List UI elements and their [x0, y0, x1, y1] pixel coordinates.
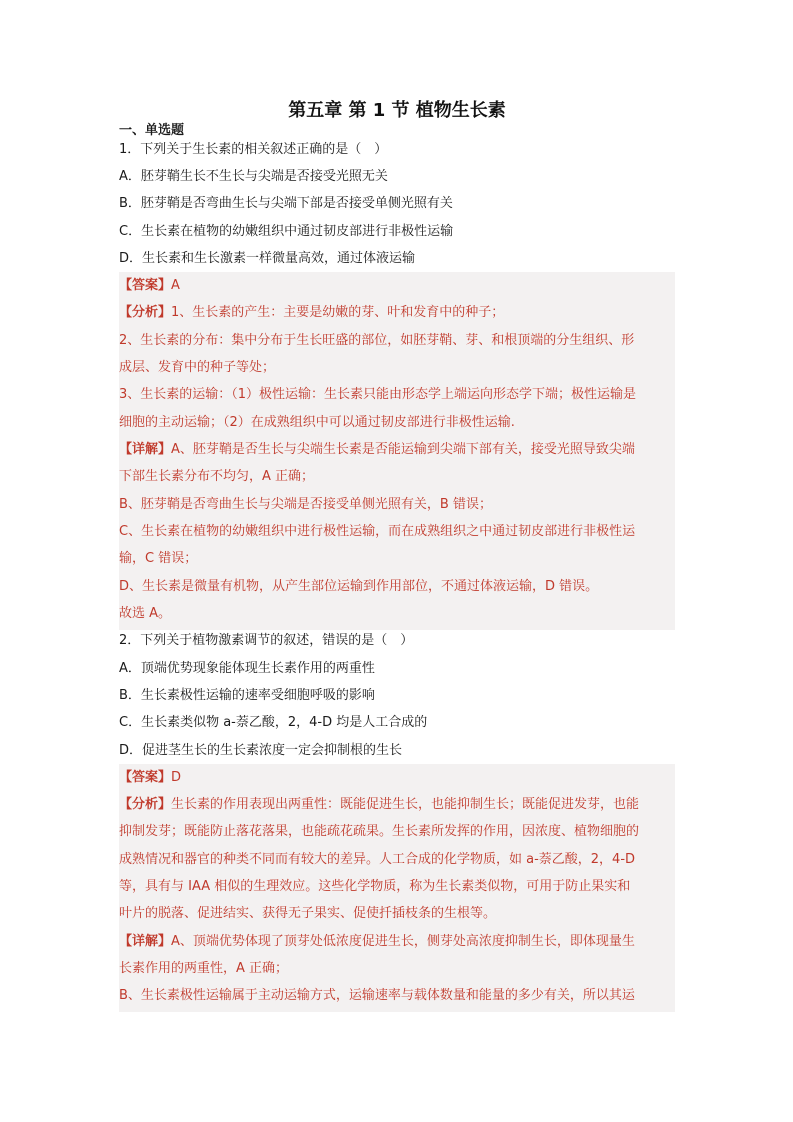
question-1-option-c: C．生长素在植物的幼嫩组织中通过韧皮部进行非极性运输	[119, 224, 454, 239]
question-1-detail-line: 故选 A。	[119, 606, 172, 621]
page-title: 第五章 第 1 节 植物生长素	[288, 100, 506, 121]
question-2-detail-line: B、生长素极性运输属于主动运输方式，运输速率与载体数量和能量的多少有关，所以其运	[119, 988, 635, 1003]
section-heading: 一、单选题	[119, 123, 185, 138]
question-2-analysis-line: 等，具有与 IAA 相似的生理效应。这些化学物质，称为生长素类似物，可用于防止果实和	[119, 879, 631, 894]
question-2-option-a: A．顶端优势现象能体现生长素作用的两重性	[119, 661, 375, 676]
question-1-detail-line: D、生长素是微量有机物，从产生部位运输到作用部位，不通过体液运输，D 错误。	[119, 579, 599, 594]
question-2-option-c: C．生长素类似物 a-萘乙酸，2，4-D 均是人工合成的	[119, 715, 428, 730]
question-1-option-a: A．胚芽鞘生长不生长与尖端是否接受光照无关	[119, 169, 388, 184]
question-1-answer: 【答案】A	[119, 278, 180, 293]
question-2-stem: 2．下列关于植物激素调节的叙述，错误的是（ ）	[119, 633, 414, 648]
question-2-option-d: D．促进茎生长的生长素浓度一定会抑制根的生长	[119, 743, 403, 758]
question-1-detail: 【详解】A、胚芽鞘是否生长与尖端生长素是否能运输到尖端下部有关，接受光照导致尖端	[119, 442, 635, 457]
question-1-stem: 1．下列关于生长素的相关叙述正确的是（ ）	[119, 142, 388, 157]
question-2-analysis-line: 抑制发芽；既能防止落花落果，也能疏花疏果。生长素所发挥的作用，因浓度、植物细胞的	[119, 824, 640, 839]
question-2-analysis: 【分析】生长素的作用表现出两重性：既能促进生长，也能抑制生长；既能促进发芽，也能	[119, 797, 640, 812]
question-2-detail: 【详解】A、顶端优势体现了顶芽处低浓度促进生长，侧芽处高浓度抑制生长，即体现量生	[119, 934, 635, 949]
question-2-option-b: B．生长素极性运输的速率受细胞呼吸的影响	[119, 688, 375, 703]
question-1-detail-line: 下部生长素分布不均匀，A 正确；	[119, 469, 315, 484]
question-2-answer: 【答案】D	[119, 770, 182, 785]
question-1-analysis-line: 细胞的主动运输；（2）在成熟组织中可以通过韧皮部进行非极性运输.	[119, 415, 515, 430]
question-2-detail-line: 长素作用的两重性，A 正确；	[119, 961, 289, 976]
question-2-analysis-line: 成熟情况和器官的种类不同而有较大的差异。人工合成的化学物质，如 a-萘乙酸，2，4-D	[119, 852, 636, 867]
question-1-analysis-line: 2、生长素的分布：集中分布于生长旺盛的部位，如胚芽鞘、芽、和根顶端的分生组织、形	[119, 333, 635, 348]
question-1-analysis-line: 3、生长素的运输：（1）极性运输：生长素只能由形态学上端运向形态学下端；极性运输是	[119, 387, 637, 402]
question-1-detail-line: C、生长素在植物的幼嫩组织中进行极性运输，而在成熟组织之中通过韧皮部进行非极性运	[119, 524, 636, 539]
question-1-option-d: D．生长素和生长激素一样微量高效，通过体液运输	[119, 251, 416, 266]
question-1-detail-line: B、胚芽鞘是否弯曲生长与尖端是否接受单侧光照有关，B 错误；	[119, 497, 492, 512]
question-1-analysis-line: 成层、发育中的种子等处；	[119, 360, 276, 375]
question-1-option-b: B．胚芽鞘是否弯曲生长与尖端下部是否接受单侧光照有关	[119, 196, 453, 211]
question-1-analysis: 【分析】1、生长素的产生：主要是幼嫩的芽、叶和发育中的种子；	[119, 305, 505, 320]
question-1-detail-line: 输，C 错误；	[119, 551, 198, 566]
question-2-analysis-line: 叶片的脱落、促进结实、获得无子果实、促使扦插枝条的生根等。	[119, 906, 497, 921]
